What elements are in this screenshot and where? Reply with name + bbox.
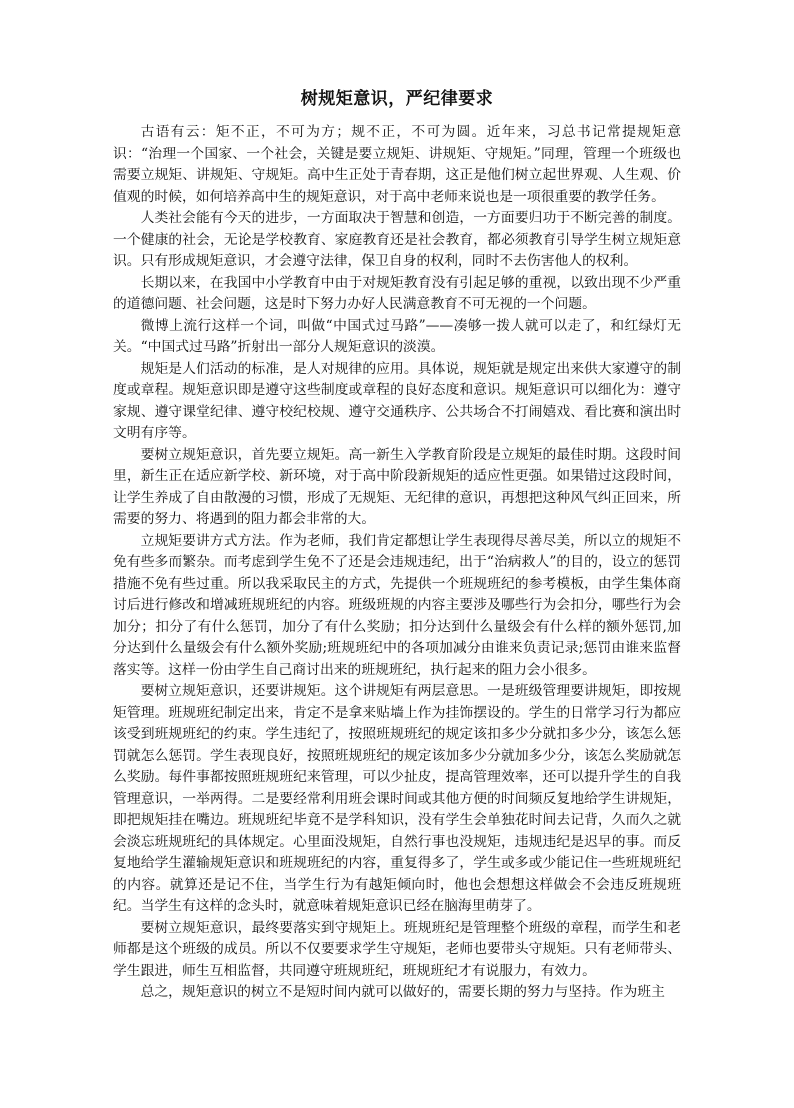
paragraph-1: 古语有云：矩不正，不可为方；规不正，不可为圆。近年来，习总书记常提规矩意识：“治理一个国家、一个社会，关键是要立规矩、讲规矩、守规矩。”同理，管理一个班级也需要立规矩、讲规矩、守规矩。高中生正处于青春期，这正是他们树立起世界观、人生观、价值观的时候，如何培养高中生的规矩意识，对于高中老师来说也是一项很重要的教学任务。: [113, 124, 681, 205]
document-title: 树规矩意识，严纪律要求: [300, 89, 494, 109]
paragraph-7: 立规矩要讲方式方法。作为老师，我们肯定都想让学生表现得尽善尽美，所以立的规矩不免有些多而繁杂。而考虑到学生免不了还是会违规违纪，出于“治病救人”的目的，设立的惩罚措施不免有些过重。所以我采取民主的方式，先提供一个班规班纪的参考模板，由学生集体商讨后进行修改和增减班规班纪的内容。班级班规的内容主要涉及哪些行为会扣分，哪些行为会加分；扣分了有什么惩罚，加分了有什么奖励；扣分达到什么量级会有什么样的额外惩罚,加分达到什么量级会有什么额外奖励;班规班纪中的各项加减分由谁来负责记录;惩罚由谁来监督落实等。这样一份由学生自己商讨出来的班规班纪，执行起来的阻力会小很多。: [113, 532, 681, 678]
paragraph-3: 长期以来，在我国中小学教育中由于对规矩教育没有引起足够的重视，以致出现不少严重的道德问题、社会问题，这是时下努力办好人民满意教育不可无视的一个问题。: [113, 274, 681, 312]
paragraph-5: 规矩是人们活动的标准，是人对规律的应用。具体说，规矩就是规定出来供大家遵守的制度或章程。规矩意识即是遵守这些制度或章程的良好态度和意识。规矩意识可以细化为：遵守家规、遵守课堂纪律、遵守校纪校规、遵守交通秩序、公共场合不打闹嬉戏、看比赛和演出时文明有序等。: [113, 360, 681, 441]
paragraph-10: 总之，规矩意识的树立不是短时间内就可以做好的，需要长期的努力与坚持。作为班主: [140, 984, 665, 1000]
paragraph-8: 要树立规矩意识，还要讲规矩。这个讲规矩有两层意思。一是班级管理要讲规矩，即按规矩管理。班规班纪制定出来，肯定不是拿来贴墙上作为挂饰摆设的。学生的日常学习行为都应该受到班规班纪的约束。学生违纪了，按照班规班纪的规定该扣多少分就扣多少分，该怎么惩罚就怎么惩罚。学生表现良好，按照班规班纪的规定该加多少分就加多少分，该怎么奖励就怎么奖励。每件事都按照班规班纪来管理，可以少扯皮，提高管理效率，还可以提升学生的自我管理意识，一举两得。二是要经常利用班会课时间或其他方便的时间频反复地给学生讲规矩，即把规矩挂在嘴边。班规班纪毕竟不是学科知识，没有学生会单独花时间去记背，久而久之就会淡忘班规班纪的具体规定。心里面没规矩，自然行事也没规矩，违规违纪是迟早的事。而反复地给学生灌输规矩意识和班规班纪的内容，重复得多了，学生或多或少能记住一些班规班纪的内容。就算还是记不住，当学生行为有越矩倾向时，他也会想想这样做会不会违反班规班纪。当学生有这样的念头时，就意味着规矩意识已经在脑海里萌芽了。: [113, 683, 681, 914]
paragraph-9: 要树立规矩意识，最终要落实到守规矩上。班规班纪是管理整个班级的章程，而学生和老师都是这个班级的成员。所以不仅要要求学生守规矩，老师也要带头守规矩。只有老师带头、学生跟进，师生互相监督，共同遵守班规班纪，班规班纪才有说服力，有效力。: [113, 919, 681, 979]
paragraph-2: 人类社会能有今天的进步，一方面取决于智慧和创造，一方面要归功于不断完善的制度。一个健康的社会，无论是学校教育、家庭教育还是社会教育，都必须教育引导学生树立规矩意识。只有形成规矩意识，才会遵守法律，保卫自身的权利，同时不去伤害他人的权利。: [113, 210, 681, 269]
paragraph-4: 微博上流行这样一个词，叫做“中国式过马路”——凑够一拨人就可以走了，和红绿灯无关。“中国式过马路”折射出一部分人规矩意识的淡漠。: [113, 317, 681, 355]
document-page: [113, 86, 681, 1004]
document-body: [113, 122, 681, 1004]
paragraph-6: 要树立规矩意识，首先要立规矩。高一新生入学教育阶段是立规矩的最佳时期。这段时间里，新生正在适应新学校、新环境，对于高中阶段新规矩的适应性更强。如果错过这段时间，让学生养成了自由散漫的习惯，形成了无规矩、无纪律的意识，再想把这种风气纠正回来，所需要的努力、将遇到的阻力都会非常的大。: [113, 446, 681, 527]
